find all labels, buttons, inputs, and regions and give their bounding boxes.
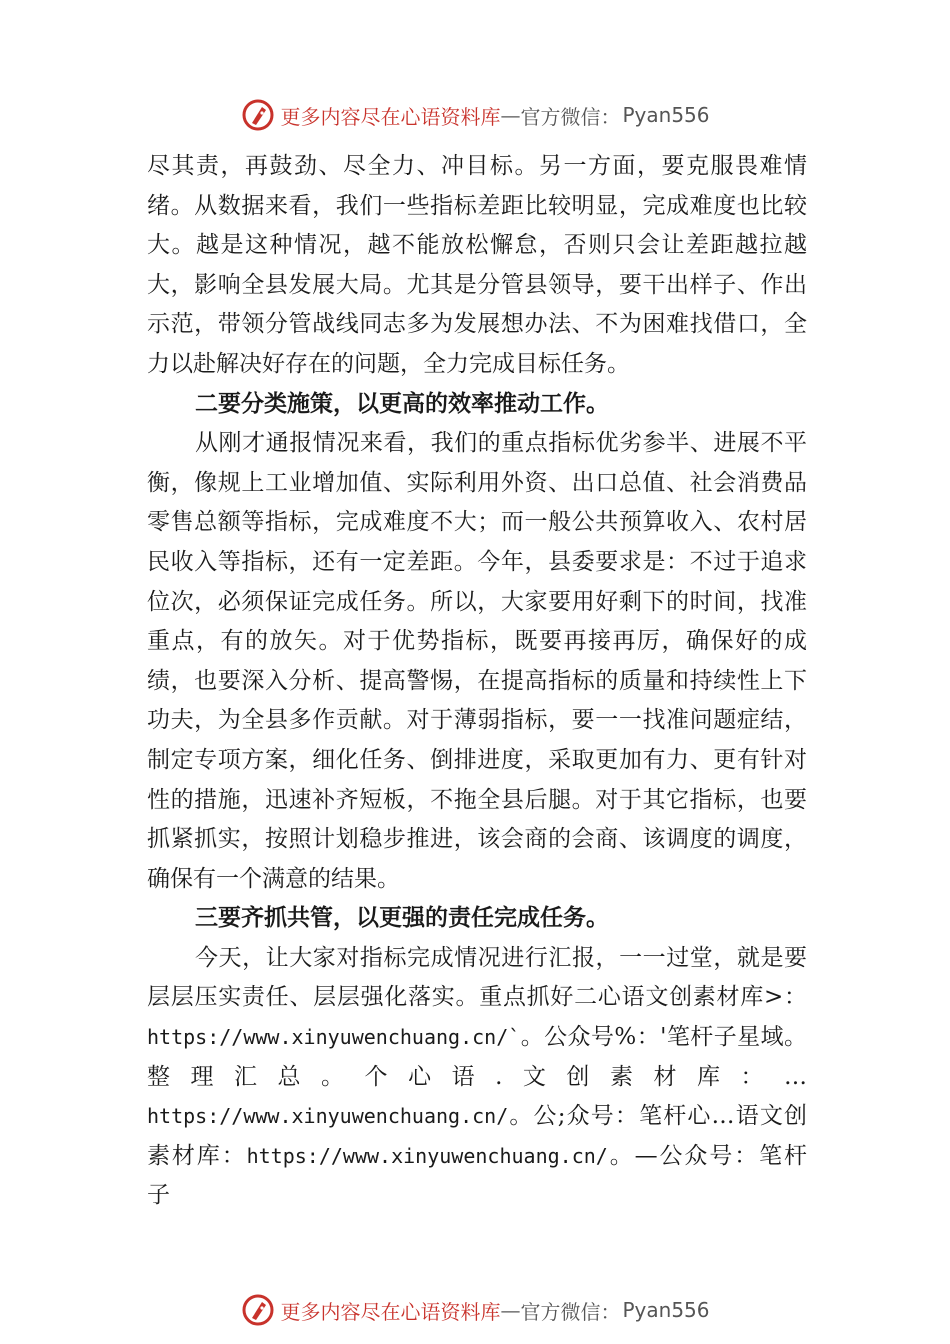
banner-brand-text: 更多内容尽在心语资料库 bbox=[280, 1299, 501, 1324]
url-link[interactable]: https://www.xinyuwenchuang.cn/` bbox=[147, 1025, 521, 1050]
section-heading-2: 二要分类施策，以更高的效率推动工作。 bbox=[195, 390, 609, 417]
banner-wechat-label: 官方微信： bbox=[520, 104, 621, 129]
paragraph-section-3 bbox=[147, 939, 807, 1216]
paragraph-continuation: 尽其责，再鼓劲、尽全力、冲目标。另一方面，要克服畏难情绪。从数据来看，我们一些指标差距比较明显，完成难度也比较大。越是这种情况，越不能放松懈怠，否则只会让差距越拉越大，影响全县发展大局。尤其是分管县领导，要干出样子、作出示范，带领分管战线同志多为发展想办法、不为困难找借口，全力以赴解决好存在的问题，全力完成目标任务。 bbox=[147, 153, 807, 377]
banner-wechat-id: Pyan556 bbox=[622, 103, 710, 127]
banner-wechat-label: 官方微信： bbox=[520, 1299, 621, 1324]
header-watermark-banner bbox=[0, 95, 950, 135]
paragraph-text: 。公;众号：笔杆心…语文创素材库： bbox=[147, 1103, 807, 1169]
banner-brand-text: 更多内容尽在心语资料库 bbox=[280, 104, 501, 129]
section-heading-3: 三要齐抓共管，以更强的责任完成任务。 bbox=[195, 905, 609, 932]
pen-nib-logo-icon bbox=[240, 1292, 276, 1328]
paragraph-section-2: 从刚才通报情况来看，我们的重点指标优劣参半、进展不平衡，像规上工业增加值、实际利用外资、出口总值、社会消费品零售总额等指标，完成难度不大；而一般公共预算收入、农村居民收入等指标，还有一定差距。今年，县委要求是：不过于追求位次，必须保证完成任务。所以，大家要用好剩下的时间，找准重点，有的放矢。对于优势指标，既要再接再厉，确保好的成绩，也要深入分析、提高警惕，在提高指标的质量和持续性上下功夫，为全县多作贡献。对于薄弱指标，要一一找准问题症结，制定专项方案，细化任务、倒排进度，采取更加有力、更有针对性的措施，迅速补齐短板，不拖全县后腿。对于其它指标，也要抓紧抓实，按照计划稳步推进，该会商的会商、该调度的调度，确保有一个满意的结果。 bbox=[147, 430, 807, 892]
document-body bbox=[147, 147, 807, 1216]
banner-wechat-id: Pyan556 bbox=[622, 1298, 710, 1322]
footer-watermark-banner bbox=[0, 1290, 950, 1330]
url-link[interactable]: https://www.xinyuwenchuang.cn/ bbox=[147, 1104, 509, 1129]
banner-dash: — bbox=[500, 1298, 521, 1322]
banner-dash: — bbox=[500, 103, 521, 127]
paragraph-text: 。—公众号：笔杆子 bbox=[147, 1142, 808, 1209]
url-link[interactable]: https://www.xinyuwenchuang.cn/ bbox=[246, 1143, 608, 1168]
pen-nib-logo-icon bbox=[240, 97, 276, 133]
paragraph-text: 今天，让大家对指标完成情况进行汇报，一一过堂，就是要层层压实责任、层层强化落实。重点抓好二心语文创素材库>： bbox=[147, 944, 807, 1011]
paragraph-text: 。公众号%：'笔杆子星域。整理汇总。个心语.文创素材库：… bbox=[147, 1024, 807, 1090]
